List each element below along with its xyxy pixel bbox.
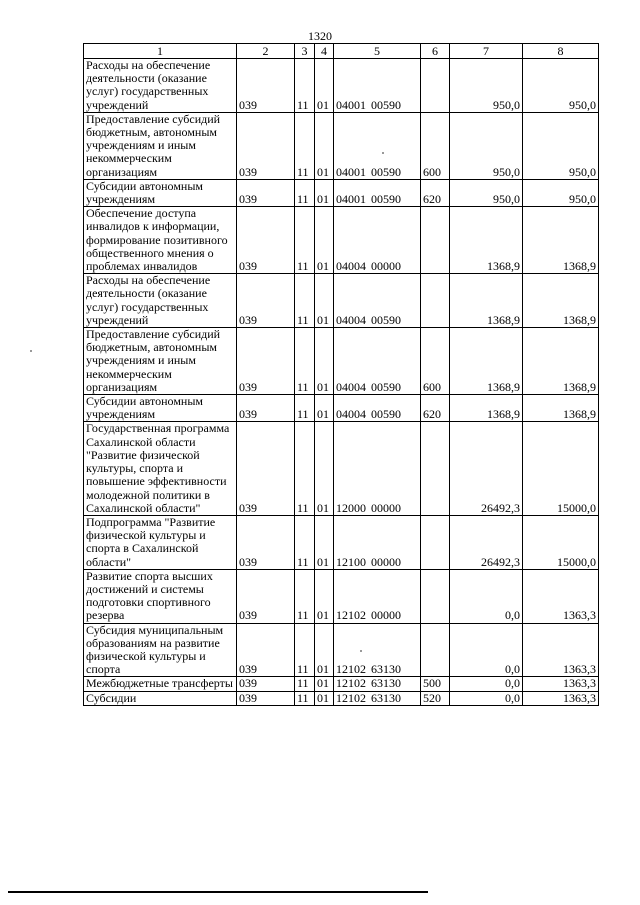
- scan-speck: [360, 650, 362, 652]
- table-row: [84, 179, 599, 206]
- target-article-code: 12102 63130: [334, 691, 421, 705]
- subsection-code-2: 01: [315, 677, 334, 691]
- table-row: [84, 274, 599, 328]
- amount-col7: 1368,9: [450, 395, 523, 422]
- subsection-code: 11: [295, 422, 315, 515]
- section-code: 039: [237, 395, 295, 422]
- amount-col7: 0,0: [450, 569, 523, 623]
- expense-type-code: [421, 274, 450, 328]
- amount-col8: 1368,9: [523, 207, 599, 274]
- subsection-code-2: 01: [315, 422, 334, 515]
- section-code: 039: [237, 179, 295, 206]
- target-article-code: 12102 00000: [334, 569, 421, 623]
- section-code: 039: [237, 274, 295, 328]
- amount-col8: 1368,9: [523, 274, 599, 328]
- row-name: Расходы на обеспечение деятельности (оказание услуг) государственных учреждений: [84, 59, 237, 113]
- table-row: [84, 422, 599, 515]
- subsection-code: 11: [295, 59, 315, 113]
- amount-col7: 950,0: [450, 59, 523, 113]
- subsection-code: 11: [295, 112, 315, 179]
- budget-table: [83, 43, 599, 706]
- section-code: 039: [237, 569, 295, 623]
- column-header: 8: [523, 44, 599, 59]
- amount-col7: 1368,9: [450, 328, 523, 395]
- amount-col7: 0,0: [450, 691, 523, 705]
- amount-col8: 1363,3: [523, 691, 599, 705]
- amount-col7: 1368,9: [450, 207, 523, 274]
- subsection-code: 11: [295, 179, 315, 206]
- table-row: [84, 691, 599, 705]
- subsection-code-2: 01: [315, 569, 334, 623]
- subsection-code-2: 01: [315, 395, 334, 422]
- amount-col8: 1363,3: [523, 569, 599, 623]
- target-article-code: 12102 63130: [334, 677, 421, 691]
- row-name: Развитие спорта высших достижений и системы подготовки спортивного резерва: [84, 569, 237, 623]
- amount-col8: 950,0: [523, 179, 599, 206]
- row-name: Субсидия муниципальным образованиям на развитие физической культуры и спорта: [84, 623, 237, 677]
- subsection-code-2: 01: [315, 274, 334, 328]
- subsection-code-2: 01: [315, 328, 334, 395]
- column-header: 6: [421, 44, 450, 59]
- target-article-code: 12000 00000: [334, 422, 421, 515]
- table-row: [84, 569, 599, 623]
- row-name: Государственная программа Сахалинской области "Развитие физической культуры, спорта и повышение эффективности молодежной политики в Сахалинской области": [84, 422, 237, 515]
- expense-type-code: [421, 515, 450, 569]
- subsection-code-2: 01: [315, 207, 334, 274]
- amount-col7: 26492,3: [450, 515, 523, 569]
- amount-col8: 1363,3: [523, 677, 599, 691]
- target-article-code: 12102 63130: [334, 623, 421, 677]
- amount-col7: 1368,9: [450, 274, 523, 328]
- column-header: 7: [450, 44, 523, 59]
- section-code: 039: [237, 677, 295, 691]
- target-article-code: 04001 00590: [334, 112, 421, 179]
- row-name: Предоставление субсидий бюджетным, автономным учреждениям и иным некоммерческим организациям: [84, 328, 237, 395]
- section-code: 039: [237, 691, 295, 705]
- expense-type-code: 520: [421, 691, 450, 705]
- amount-col8: 1368,9: [523, 395, 599, 422]
- expense-type-code: [421, 422, 450, 515]
- subsection-code-2: 01: [315, 623, 334, 677]
- section-code: 039: [237, 112, 295, 179]
- header-row: [84, 44, 599, 59]
- row-name: Расходы на обеспечение деятельности (оказание услуг) государственных учреждений: [84, 274, 237, 328]
- subsection-code: 11: [295, 623, 315, 677]
- target-article-code: 04001 00590: [334, 59, 421, 113]
- subsection-code: 11: [295, 691, 315, 705]
- column-header: 3: [295, 44, 315, 59]
- table-row: [84, 112, 599, 179]
- amount-col8: 950,0: [523, 112, 599, 179]
- page-number: 1320: [308, 29, 332, 43]
- row-name: Предоставление субсидий бюджетным, автономным учреждениям и иным некоммерческим организациям: [84, 112, 237, 179]
- row-name: Субсидии: [84, 691, 237, 705]
- table-row: [84, 59, 599, 113]
- table-row: [84, 623, 599, 677]
- section-code: 039: [237, 422, 295, 515]
- section-code: 039: [237, 207, 295, 274]
- table-row: [84, 515, 599, 569]
- expense-type-code: 600: [421, 112, 450, 179]
- amount-col7: 950,0: [450, 112, 523, 179]
- expense-type-code: 600: [421, 328, 450, 395]
- row-name: Межбюджетные трансферты: [84, 677, 237, 691]
- section-code: 039: [237, 623, 295, 677]
- subsection-code: 11: [295, 328, 315, 395]
- section-code: 039: [237, 328, 295, 395]
- scan-speck: [30, 350, 32, 352]
- expense-type-code: 620: [421, 395, 450, 422]
- amount-col7: 950,0: [450, 179, 523, 206]
- subsection-code: 11: [295, 207, 315, 274]
- amount-col8: 950,0: [523, 59, 599, 113]
- amount-col8: 1368,9: [523, 328, 599, 395]
- expense-type-code: 500: [421, 677, 450, 691]
- amount-col7: 26492,3: [450, 422, 523, 515]
- column-header: 2: [237, 44, 295, 59]
- target-article-code: 04001 00590: [334, 179, 421, 206]
- section-code: 039: [237, 59, 295, 113]
- subsection-code-2: 01: [315, 691, 334, 705]
- column-header: 1: [84, 44, 237, 59]
- table-row: [84, 207, 599, 274]
- subsection-code-2: 01: [315, 112, 334, 179]
- expense-type-code: 620: [421, 179, 450, 206]
- table-row: [84, 328, 599, 395]
- row-name: Субсидии автономным учреждениям: [84, 395, 237, 422]
- table-row: [84, 677, 599, 691]
- expense-type-code: [421, 569, 450, 623]
- subsection-code: 11: [295, 395, 315, 422]
- amount-col7: 0,0: [450, 623, 523, 677]
- row-name: Субсидии автономным учреждениям: [84, 179, 237, 206]
- amount-col8: 15000,0: [523, 515, 599, 569]
- subsection-code-2: 01: [315, 515, 334, 569]
- scan-speck: [382, 152, 384, 154]
- row-name: Обеспечение доступа инвалидов к информации, формирование позитивного общественного мнения о проблемах инвалидов: [84, 207, 237, 274]
- expense-type-code: [421, 207, 450, 274]
- subsection-code-2: 01: [315, 179, 334, 206]
- row-name: Подпрограмма "Развитие физической культуры и спорта в Сахалинской области": [84, 515, 237, 569]
- target-article-code: 12100 00000: [334, 515, 421, 569]
- target-article-code: 04004 00590: [334, 328, 421, 395]
- subsection-code-2: 01: [315, 59, 334, 113]
- bottom-rule: [8, 891, 428, 893]
- subsection-code: 11: [295, 274, 315, 328]
- column-header: 4: [315, 44, 334, 59]
- target-article-code: 04004 00000: [334, 207, 421, 274]
- table-row: [84, 395, 599, 422]
- subsection-code: 11: [295, 515, 315, 569]
- section-code: 039: [237, 515, 295, 569]
- subsection-code: 11: [295, 569, 315, 623]
- column-header: 5: [334, 44, 421, 59]
- target-article-code: 04004 00590: [334, 395, 421, 422]
- subsection-code: 11: [295, 677, 315, 691]
- amount-col7: 0,0: [450, 677, 523, 691]
- expense-type-code: [421, 59, 450, 113]
- target-article-code: 04004 00590: [334, 274, 421, 328]
- expense-type-code: [421, 623, 450, 677]
- amount-col8: 15000,0: [523, 422, 599, 515]
- amount-col8: 1363,3: [523, 623, 599, 677]
